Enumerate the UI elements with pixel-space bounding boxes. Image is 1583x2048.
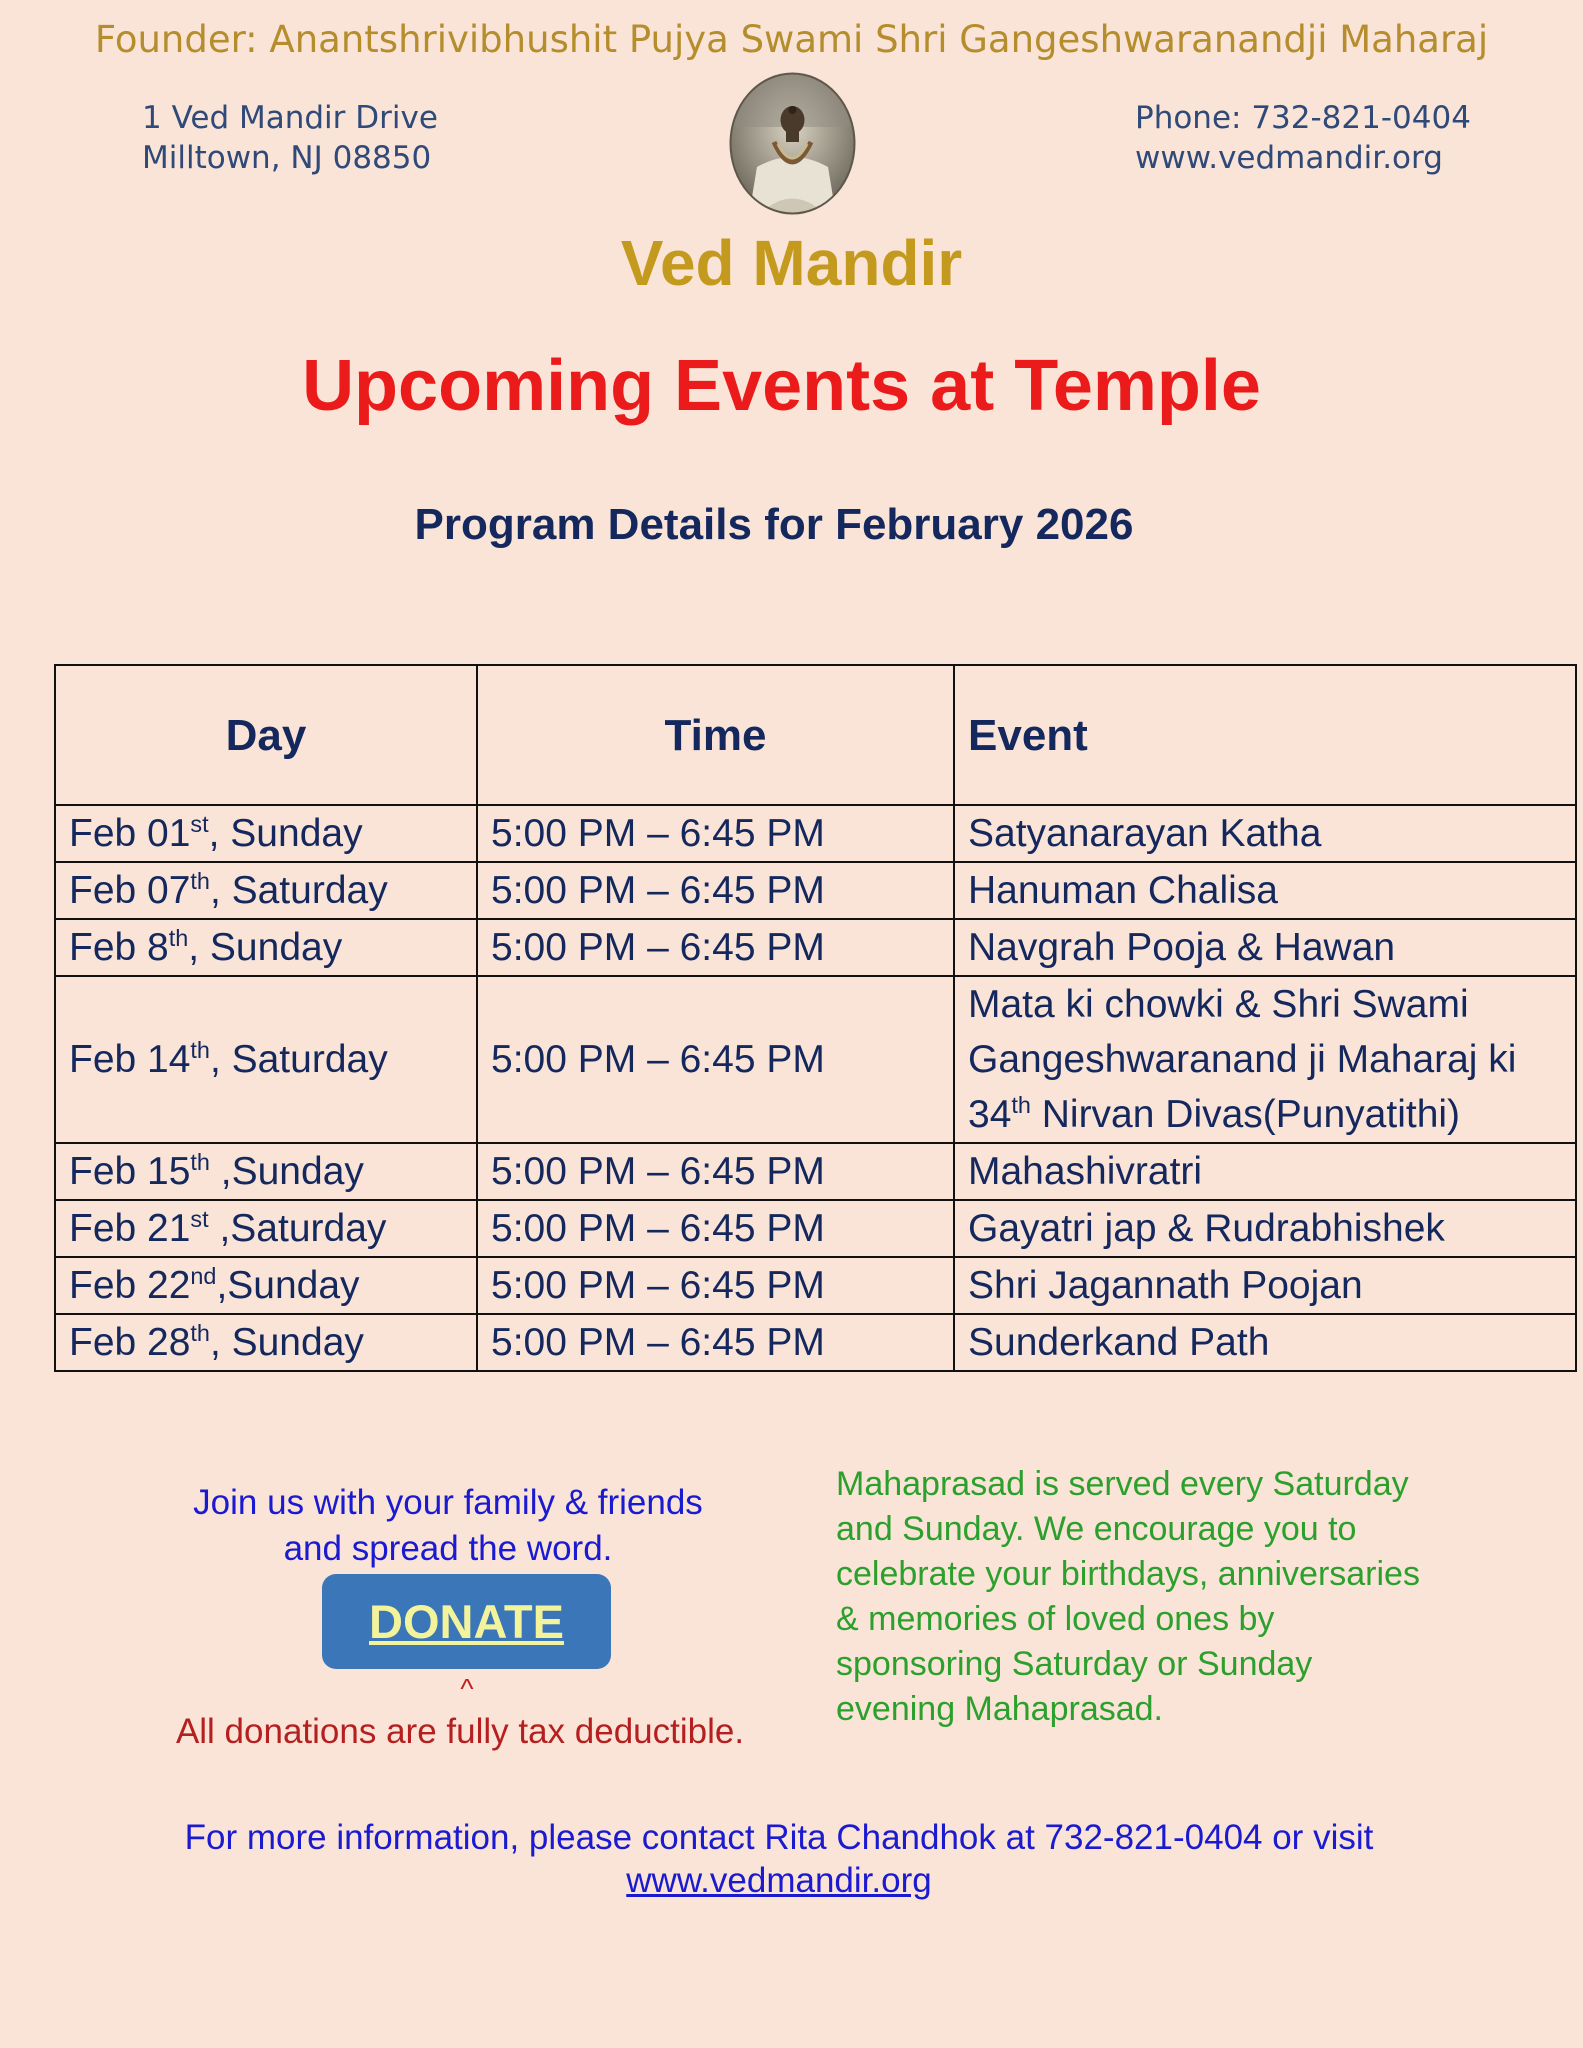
event-cell: Hanuman Chalisa <box>954 862 1576 919</box>
day-cell: Feb 21st ,Saturday <box>55 1200 477 1257</box>
time-cell: 5:00 PM – 6:45 PM <box>477 1200 954 1257</box>
join-us-text: Join us with your family & friends and spread the word. <box>193 1483 703 1568</box>
day-cell: Feb 22nd,Sunday <box>55 1257 477 1314</box>
time-cell: 5:00 PM – 6:45 PM <box>477 919 954 976</box>
time-cell: 5:00 PM – 6:45 PM <box>477 805 954 862</box>
table-row <box>55 976 1576 1143</box>
footer-contact <box>0 1816 1558 1902</box>
phone-number: Phone: 732-821-0404 <box>1135 100 1471 136</box>
org-name: Ved Mandir <box>620 227 963 299</box>
temple-address <box>142 98 438 178</box>
event-cell: Shri Jagannath Poojan <box>954 1257 1576 1314</box>
address-line-2: Milltown, NJ 08850 <box>142 140 432 176</box>
footer-text: For more information, please contact Rita Chandhok at 732-821-0404 or visit <box>184 1818 1374 1857</box>
event-cell: Gayatri jap & Rudrabhishek <box>954 1200 1576 1257</box>
time-cell: 5:00 PM – 6:45 PM <box>477 1257 954 1314</box>
events-table <box>54 664 1577 1372</box>
day-cell: Feb 8th, Sunday <box>55 919 477 976</box>
event-cell: Navgrah Pooja & Hawan <box>954 919 1576 976</box>
header-event: Event <box>954 665 1576 805</box>
table-row <box>55 1314 1576 1371</box>
table-row <box>55 1143 1576 1200</box>
event-cell: Sunderkand Path <box>954 1314 1576 1371</box>
day-cell: Feb 07th, Saturday <box>55 862 477 919</box>
time-cell: 5:00 PM – 6:45 PM <box>477 1143 954 1200</box>
program-subheadline: Program Details for February 2026 <box>414 500 1134 549</box>
day-cell: Feb 15th ,Sunday <box>55 1143 477 1200</box>
table-row <box>55 1257 1576 1314</box>
header-day: Day <box>55 665 477 805</box>
temple-contact <box>1135 98 1471 178</box>
time-cell: 5:00 PM – 6:45 PM <box>477 1314 954 1371</box>
table-row <box>55 805 1576 862</box>
table-row <box>55 919 1576 976</box>
time-cell: 5:00 PM – 6:45 PM <box>477 862 954 919</box>
mahaprasad-text: Mahaprasad is served every Saturday and Sunday. We encourage you to celebrate your birthdays, anniversaries & memories of loved ones by sponsoring Saturday or Sunday evening Mahaprasad. <box>836 1465 1420 1728</box>
address-line-1: 1 Ved Mandir Drive <box>142 100 438 136</box>
founder-line: Founder: Anantshrivibhushit Pujya Swami Shri Gangeshwaranandji Maharaj <box>94 18 1489 61</box>
table-header-row <box>55 665 1576 805</box>
header-time: Time <box>477 665 954 805</box>
day-cell: Feb 01st, Sunday <box>55 805 477 862</box>
caret-mark: ^ <box>460 1673 474 1704</box>
day-cell: Feb 28th, Sunday <box>55 1314 477 1371</box>
table-row <box>55 1200 1576 1257</box>
event-cell: Mahashivratri <box>954 1143 1576 1200</box>
event-cell: Mata ki chowki & Shri Swami Gangeshwaranand ji Maharaj ki 34th Nirvan Divas(Punyatithi) <box>954 976 1576 1143</box>
table-row <box>55 862 1576 919</box>
donate-button[interactable]: DONATE <box>322 1574 611 1669</box>
time-cell: 5:00 PM – 6:45 PM <box>477 976 954 1143</box>
page-headline: Upcoming Events at Temple <box>302 346 1261 426</box>
website-text: www.vedmandir.org <box>1135 140 1443 176</box>
event-cell: Satyanarayan Katha <box>954 805 1576 862</box>
swami-portrait-icon <box>729 72 856 215</box>
website-link[interactable]: www.vedmandir.org <box>626 1861 932 1900</box>
day-cell: Feb 14th, Saturday <box>55 976 477 1143</box>
tax-deductible-note: All donations are fully tax deductible. <box>175 1712 745 1751</box>
